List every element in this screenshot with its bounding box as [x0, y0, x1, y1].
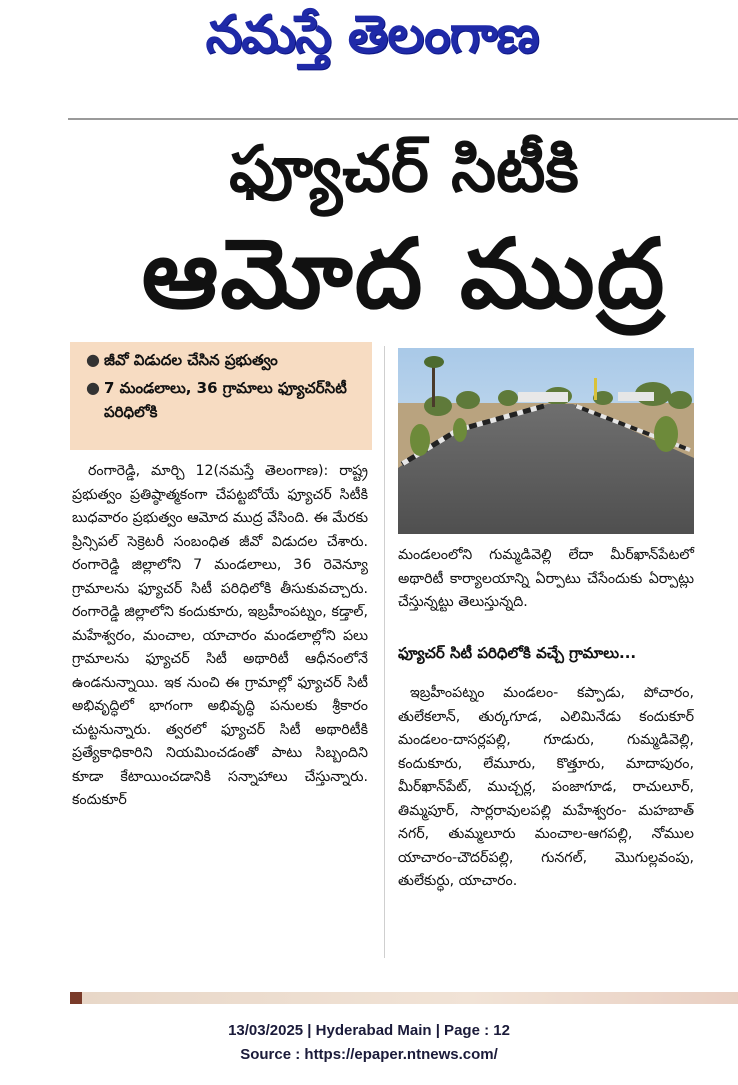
highlight-item	[86, 376, 364, 424]
header-rule	[68, 118, 738, 120]
bullet-icon: ●	[86, 378, 100, 397]
article-photo	[398, 348, 694, 534]
column-divider	[384, 346, 385, 958]
headline-line-2: ఆమోద ముద్ర	[141, 218, 667, 330]
footer-date-edition: 13/03/2025 | Hyderabad Main | Page : 12	[228, 1022, 510, 1039]
article-body-right-top: మండలంలోని గుమ్మడివెల్లి లేదా మీర్‌ఖాన్‌పేటలో అథారిటీ కార్యాలయాన్ని ఏర్పాటు చేసేందుకు ఏర్పాట్లు చేస్తున్నట్టు తెలుస్తున్నది.	[398, 547, 694, 610]
road-photo-illustration	[398, 348, 694, 534]
headline-line-1: ఫ్యూచర్ సిటీకి	[229, 133, 579, 207]
highlights-box	[70, 342, 372, 450]
footer-source: Source : https://epaper.ntnews.com/	[240, 1046, 498, 1063]
article-body-right-bottom: ఇబ్రహీంపట్నం మండలం- కప్పాడు, పోచారం, తులేకలాన్, తుర్కగూడ, ఎలిమినేడు కందుకూర్ మండలం-దాసర్లపల్లి, గూడురు, గుమ్మడివెల్లి, కందుకూరు, లేమూరు, కొత్తూరు, మాదాపురం, మీర్‌ఖాన్‌పేట్, ముచ్చర్ల, పంజాగూడ, రాచులూర్, తిమ్మపూర్, సార్లరావులపల్లి మహేశ్వరం- మహబాత్ నగర్, తుమ్మలూరు మంచాల-ఆగపల్లి, నోముల యాచారం-చౌదర్‌పల్లి, గునగల్, మొగుల్లవంపు, తులేకుర్ధు, యాచారం.	[398, 685, 694, 889]
bullet-icon: ●	[86, 350, 100, 369]
newspaper-masthead: నమస్తే తెలంగాణ	[205, 4, 539, 65]
next-article-strip	[70, 992, 738, 1004]
highlight-text: 7 మండలాలు, 36 గ్రామాలు ఫ్యూచర్‌సిటీ పరిధిలోకి	[104, 379, 347, 421]
highlight-item	[86, 348, 364, 372]
highlights-list	[86, 348, 364, 424]
highlight-text: జీవో విడుదల చేసిన ప్రభుత్వం	[104, 351, 278, 369]
article-body-left: రంగారెడ్డి, మార్చి 12(నమస్తే తెలంగాణ): రాష్ట్ర ప్రభుత్వం ప్రతిష్ఠాత్మకంగా చేపట్టబోయే ఫ్యూచర్ సిటీకి బుధవారం ప్రభుత్వం ఆమోద ముద్ర వేసింది. ఈ మేరకు ప్రిన్సిపల్ సెక్రెటరీ సంబంధిత జీవో విడుదల చేశారు. రంగారెడ్డి జిల్లాలోని 7 మండలాలు, 36 రెవెన్యూ గ్రామాలను ఫ్యూచర్ సిటీ పరిధిలోకి తీసుకువచ్చారు. రంగారెడ్డి జిల్లాలోని కందుకూరు, ఇబ్రహీంపట్నం, కడ్తాల్, మహేశ్వరం, మంచాల, యాచారం మండలాల్లోని పలు గ్రామాలను ఫ్యూచర్ సిటీ అథారిటీ ఆధీనంలోనే ఉండనున్నాయి. ఇక నుంచి ఈ గ్రామాల్లో ఫ్యూచర్ సిటీ అభివృద్ధిలో భాగంగా అభివృద్ధి పనులకు శ్రీకారం చుట్టనున్నారు. త్వరలో ఫ్యూచర్ సిటీ అథారిటీకి ప్రత్యేకాధికారిని నియమించడంతో పాటు సిబ్బందిని కూడా కేటాయించడానికి సన్నాహాలు చేస్తున్నారు. కందుకూర్	[72, 463, 368, 808]
article-subheading: ఫ్యూచర్ సిటీ పరిధిలోకి వచ్చే గ్రామాలు...	[398, 644, 637, 662]
